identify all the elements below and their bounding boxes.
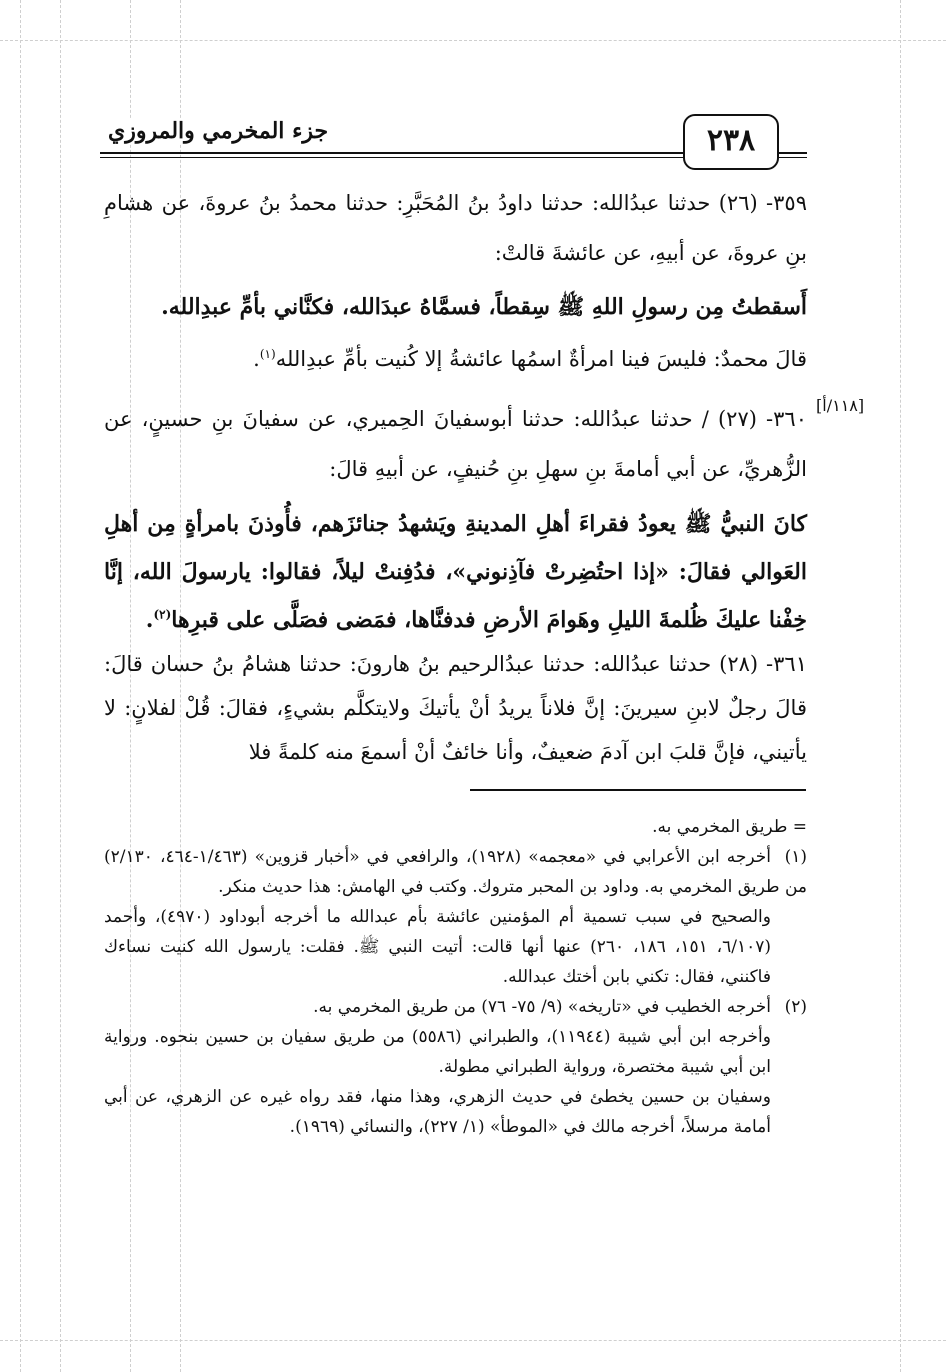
comment-359-text: قالَ محمدٌ: فليسَ فينا امرأةٌ اسمُها عائشةُ إلا كُنيت بأمِّ عبدِالله (275, 347, 807, 371)
isnad-360: ٣٦٠- (٢٧) / حدثنا عبدُالله: حدثنا أبوسفيانَ الحِميري، عن سفيانَ بنِ حسينٍ، عن الزُّهريِّ، عن أبي أمامةَ بنِ سهلِ بنِ حُنيفٍ، عن أبيهِ قالَ: (104, 407, 807, 481)
footnote-1 (104, 842, 807, 902)
scan-guide (60, 0, 61, 1372)
matn-360: كانَ النبيُّ ﷺ يعودُ فقراءَ أهلِ المدينةِ ويَشهدُ جنائزَهم، فأُوذنَ بامرأةٍ مِن أهلِ العَوالي فقالَ: «إذا احتُضِرتْ فآذِنوني»، فدُفِنتْ ليلاً، فقالوا: يارسولَ الله، إنَّا خِفْنا عليكَ ظُلمةَ الليلِ وهَوامَ الأرضِ فدفنَّاها، فمَضى فصَلَّى على قبرِها$^{(٢)}$. (104, 511, 807, 633)
footnote-2-extra: وسفيان بن حسين يخطئ في حديث الزهري، وهذا منها، فقد رواه غيره عن الزهري، عن أبي أمامة مرسلاً، أخرجه مالك في «الموطأ» (١/ ٢٢٧)، والنسائي (١٩٦٩). (104, 1087, 771, 1137)
scan-guide (0, 40, 946, 41)
page-number: ٢٣٨ (683, 114, 779, 170)
footnote-marker-2: (٢) (153, 607, 172, 622)
text-361: ٣٦١- (٢٨) حدثنا عبدُالله: حدثنا عبدُالرحيم بنُ هارونَ: حدثنا هشامُ بنُ حسان قالَ: قالَ رجلٌ لابنِ سيرينَ: إنَّ فلاناً يريدُ أنْ يأتيكَ ولايتكلَّم بشيءٍ، فقالَ: قُلْ لفلانٍ: لا يأتيني، فإنَّ قلبَ ابن آدمَ ضعيفٌ، وأنا خائفٌ أنْ أسمعَ منه كلمةً فلا (104, 652, 807, 764)
scan-guide (0, 1340, 946, 1341)
footnote-1-text: أخرجه ابن الأعرابي في «معجمه» (١٩٢٨)، والرافعي في «أخبار قزوين» (١/٤٦٣-٤٦٤، ٢/١٣٠) من طريق المخرمي به. وداود بن المحبر متروك. وكتب في الهامش: هذا حديث منكر. (104, 847, 807, 897)
footnote-separator (470, 789, 806, 791)
comment-359: قالَ محمدٌ: فليسَ فينا امرأةٌ اسمُها عائشةُ إلا كُنيت بأمِّ عبدِالله$^{(١)}$. (253, 347, 807, 371)
hadith-360 (104, 394, 807, 644)
footnote-marker-1: (١) (259, 347, 276, 361)
matn-360-text: كانَ النبيُّ ﷺ يعودُ فقراءَ أهلِ المدينةِ ويَشهدُ جنائزَهم، فأُوذنَ بامرأةٍ مِن أهلِ العَوالي فقالَ: «إذا احتُضِرتْ فآذِنوني»، فدُفِنتْ ليلاً، فقالوا: يارسولَ الله، إنَّا خِفْنا عليكَ ظُلمةَ الليلِ وهَوامَ الأرضِ فدفنَّاها، فمَضى فصَلَّى على قبرِها (104, 511, 807, 633)
footnote-2-extra: وأخرجه ابن أبي شيبة (١١٩٤٤)، والطبراني (٥٥٨٦) من طريق سفيان بن حسين بنحوه. ورواية ابن أبي شيبة مختصرة، ورواية الطبراني مطولة. (104, 1027, 771, 1077)
footnote-1-extra: والصحيح في سبب تسمية أم المؤمنين عائشة بأم عبدالله ما أخرجه أبوداود (٤٩٧٠)، وأحمد (٦/١٠٧، ١٥١، ١٨٦، ٢٦٠) عنها أنها قالت: أتيت النبي ﷺ. فقلت: يارسول الله كنيت نساءك فاكنني، فقال: تكني بابن أختك عبدالله. (104, 907, 772, 987)
running-title: جزء المخرمي والمروزي (104, 118, 332, 144)
footnote-continuation: = طريق المخرمي به. (652, 817, 807, 837)
hadith-361 (104, 642, 807, 774)
footnotes (104, 812, 807, 1142)
manuscript-folio-ref: [١١٨/أ] (816, 396, 865, 415)
scan-guide (900, 0, 901, 1372)
footnote-1-number: (١) (784, 847, 807, 867)
isnad-359: ٣٥٩- (٢٦) حدثنا عبدُالله: حدثنا داودُ بنُ المُحَبَّرِ: حدثنا محمدُ بنُ عروةَ، عن هشامِ بنِ عروةَ، عن أبيهِ، عن عائشةَ قالتْ: (104, 191, 807, 265)
footnote-2-number: (٢) (784, 997, 807, 1017)
scan-guide (20, 0, 21, 1372)
page-header (100, 112, 807, 172)
matn-359: أَسقطتُ مِن رسولِ اللهِ ﷺ سِقطاً، فسمَّاهُ عبدَالله، فكنَّاني بأمِّ عبدِالله. (161, 294, 807, 320)
footnote-2-text: أخرجه الخطيب في «تاريخه» (٩/ ٧٥- ٧٦) من طريق المخرمي به. (313, 997, 771, 1017)
footnote-2 (104, 992, 807, 1022)
hadith-359 (104, 178, 807, 384)
